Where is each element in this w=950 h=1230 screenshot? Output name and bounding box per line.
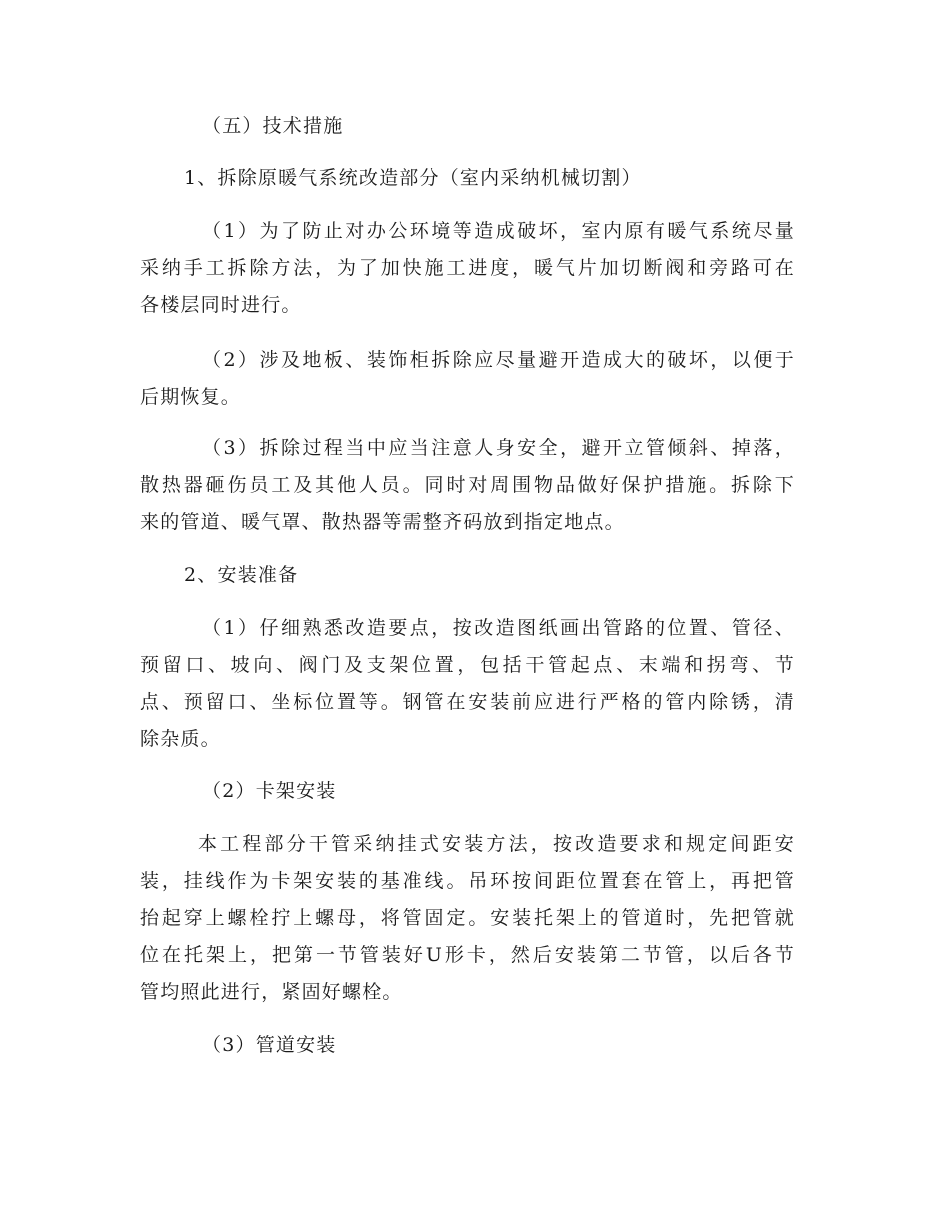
s1-p1-line-2: 采纳手工拆除方法，为了加快施工进度，暖气片加切断阀和旁路可在 bbox=[140, 257, 795, 279]
s1-p2-line-2: 后期恢复。 bbox=[140, 386, 242, 408]
s2-p1-line-4: 除杂质。 bbox=[140, 728, 221, 750]
s1-p3-line-3: 来的管道、暖气罩、散热器等需整齐码放到指定地点。 bbox=[140, 511, 625, 533]
s1-paragraph-3 bbox=[140, 430, 795, 541]
s2-p2-line-5: 管均照此进行，紧固好螺栓。 bbox=[140, 981, 403, 1003]
s2-p2-line-2: 装，挂线作为卡架安装的基准线。吊环按间距位置套在管上，再把管 bbox=[140, 870, 795, 892]
section-2-title bbox=[184, 557, 839, 594]
s2-p1-line-1: （1）仔细熟悉改造要点，按改造图纸画出管路的位置、管径、 bbox=[202, 617, 795, 639]
s2-p1-line-2: 预留口、坡向、阀门及支架位置，包括干管起点、末端和拐弯、节 bbox=[140, 654, 795, 676]
s1-p3-line-2: 散热器砸伤员工及其他人员。同时对周围物品做好保护措施。拆除下 bbox=[140, 474, 795, 496]
s2-paragraph-1 bbox=[140, 610, 795, 758]
section-1-title bbox=[184, 160, 839, 197]
heading-5 bbox=[202, 108, 857, 145]
heading-5-text: （五）技术措施 bbox=[202, 115, 344, 137]
s2-paragraph-3-title bbox=[202, 1027, 857, 1064]
s1-paragraph-1 bbox=[140, 213, 795, 324]
s1-p1-line-3: 各楼层同时进行。 bbox=[140, 294, 302, 316]
s2-p2-title-text: （2）卡架安装 bbox=[202, 780, 337, 802]
s1-p2-line-1: （2）涉及地板、装饰柜拆除应尽量避开造成大的破坏，以便于 bbox=[202, 349, 795, 371]
s1-paragraph-2 bbox=[140, 342, 795, 416]
s2-paragraph-2-title bbox=[202, 773, 857, 810]
section-1-title-text: 1、拆除原暖气系统改造部分（室内采纳机械切割） bbox=[184, 167, 642, 189]
s2-p2-line-1: 本工程部分干管采纳挂式安装方法，按改造要求和规定间距安 bbox=[198, 833, 795, 855]
s2-paragraph-2-body bbox=[140, 826, 795, 1011]
section-2-title-text: 2、安装准备 bbox=[184, 564, 299, 586]
s2-p2-line-3: 抬起穿上螺栓拧上螺母，将管固定。安装托架上的管道时，先把管就 bbox=[140, 907, 795, 929]
s1-p1-line-1: （1）为了防止对办公环境等造成破坏，室内原有暖气系统尽量 bbox=[202, 220, 795, 242]
s1-p3-line-1: （3）拆除过程当中应当注意人身安全，避开立管倾斜、掉落， bbox=[202, 437, 795, 459]
s2-p1-line-3: 点、预留口、坐标位置等。钢管在安装前应进行严格的管内除锈，清 bbox=[140, 691, 795, 713]
s2-p2-line-4: 位在托架上，把第一节管装好U形卡，然后安装第二节管，以后各节 bbox=[140, 944, 795, 966]
s2-p3-title-text: （3）管道安装 bbox=[202, 1034, 337, 1056]
